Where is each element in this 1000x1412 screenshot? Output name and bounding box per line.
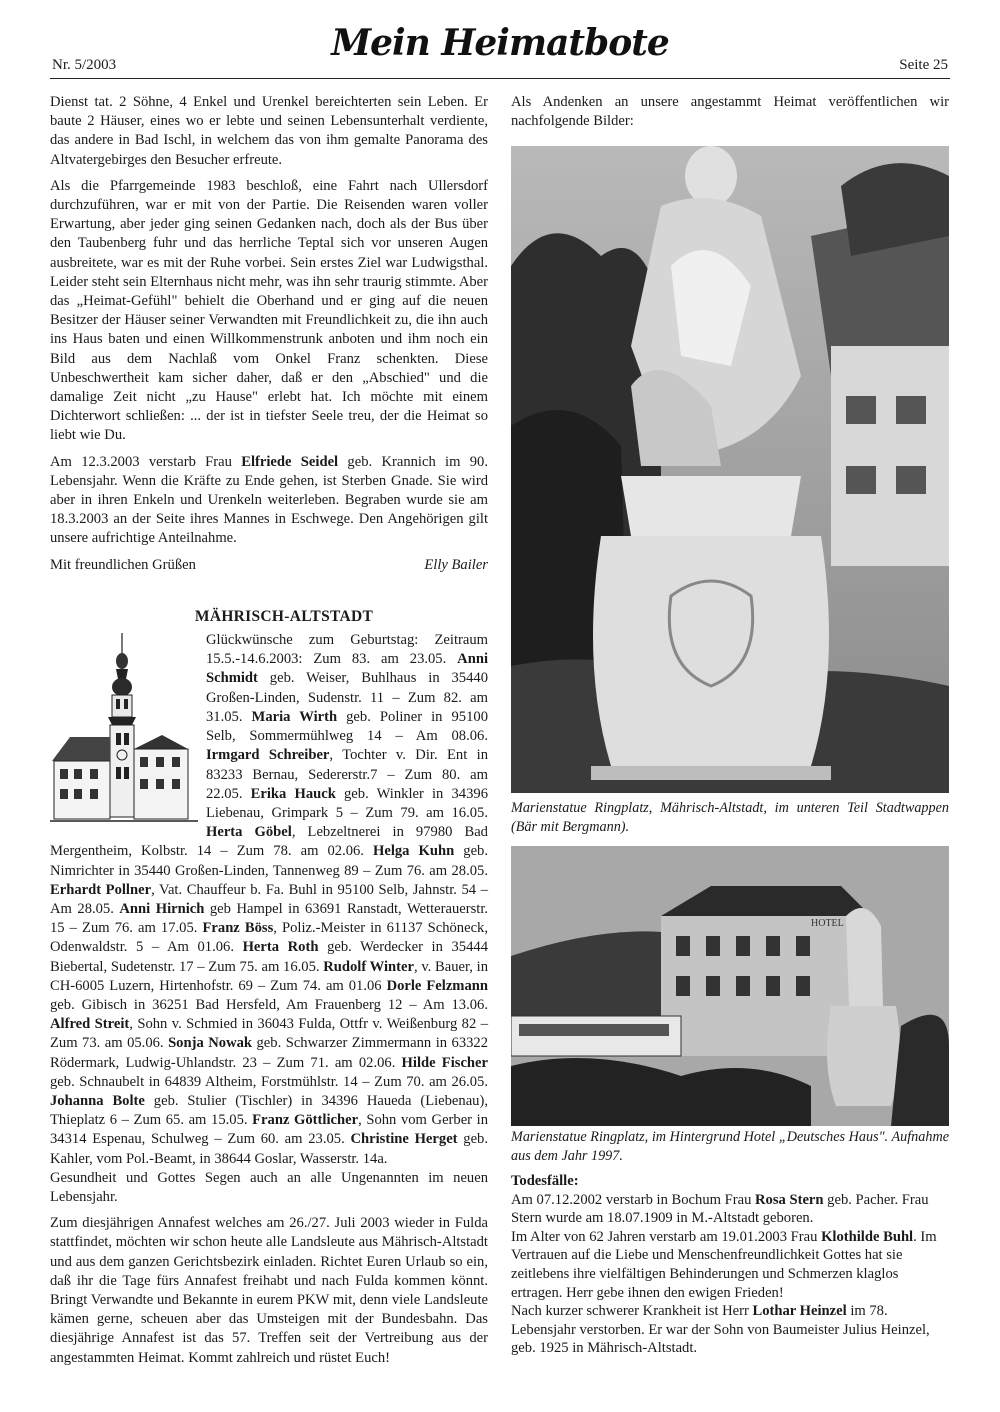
- person-name: Johanna Bolte: [50, 1092, 145, 1109]
- text: , v. Bauer, in CH-6005 Luzern, Hirtenhofstr. 69 – Zum 74. am 01.06: [50, 958, 489, 994]
- author-signature: Elly Bailer: [424, 556, 488, 573]
- person-name: Rosa Stern: [755, 1191, 824, 1208]
- photo-ringplatz-hotel: [511, 846, 949, 1126]
- text: geb. Stulier (Tischler) in 34396 Haueda (Liebenau), Thieplatz 6 – Zum 65. am 15.05.: [50, 1092, 488, 1129]
- person-name: Helga Kuhn: [373, 843, 455, 860]
- text: im 78. Lebensjahr verstorben. Er war der Sohn von Baumeister Julius Heinzel, geb. 1925 in Mährisch-Altstadt.: [511, 1303, 930, 1357]
- person-name: Lothar Heinzel: [752, 1303, 847, 1320]
- person-name: Alfred Streit: [50, 1016, 130, 1033]
- church-tower-illustration: [50, 631, 198, 831]
- person-name: Rudolf Winter: [323, 958, 414, 975]
- paragraph-obituary-part2: Als die Pfarrgemeinde 1983 beschloß, eine Fahrt nach Ullersdorf durchzuführen, war er mit von der Partie. Die Reisenden waren voller Erwartung, aber jeder ging seinen Gedanken nach, doch als der Bus über den Taubenberg fuhr und das herrliche Teptal sich vor unseren Augen ausbreitete, war es mit der Ruhe vorbei. Sein erstes Ziel war Ludwigsthal. Leider steht sein Elternhaus nicht mehr, was ihn sehr traurig stimmte. Aber das „Heimat-Gefühl" behielt die Oberhand und er ging auf die neuen Besitzer der Häuser seiner Verwandten mit Freundlichkeit zu, die ihn auch ins Haus baten und einen Willkommenstrunk anboten und ihm noch ein Bild aus dem Nachlaß vom Onkel Franz schenkten. Diese Unbeschwertheit kam sicher daher, daß er den „Abschied" und die damalige Zeit nicht „zu Hause" erlebt hat. Ich möchte mit einem Dichterwort schließen: ... der ist in tiefster Seele treu, der die Heimat so liebt wie Du.: [50, 177, 488, 444]
- text: Im Alter von 62 Jahren verstarb am 19.01.2003 Frau: [511, 1228, 822, 1245]
- person-name: Elfriede Seidel: [241, 453, 339, 470]
- text: geb. Nimrichter in 35440 Großen-Linden, Tannenweg 89 – Zum 76. am 28.05.: [50, 843, 488, 879]
- text: . Im Vertrauen auf die Liebe und Menschenfreundlichkeit Gottes hat sie zeitlebens ihre vielfältigen Behinderungen und Schmerzen klaglos ertragen. Herr gebe ihnen den ewigen Frieden!: [511, 1228, 937, 1301]
- birthday-list: [50, 631, 488, 1169]
- text: geb. Schnaubelt in 64839 Altheim, Forstmühlstr. 14 – Zum 70. am 26.05.: [50, 1073, 488, 1090]
- header-divider: [50, 78, 950, 79]
- text: Nach kurzer schwerer Krankheit ist Herr: [511, 1303, 753, 1320]
- paragraph-obituary-part1: Dienst tat. 2 Söhne, 4 Enkel und Urenkel bereichterten sein Leben. Er baute 2 Häuser, eines wo er lebte und seinen Lebensunterhalt verdiente, das andere in Bad Ischl, in welchem das von ihm gemalte Panorama des Altvatergebirges den Besucher erfreute.: [50, 94, 488, 168]
- signature-row: [50, 556, 488, 575]
- person-name: Franz Göttlicher: [252, 1112, 359, 1129]
- deaths-heading: Todesfälle:: [511, 1173, 579, 1189]
- text: geb. Poliner in 95100 Selb, Sommermühlweg 14 – Am 08.06.: [206, 708, 488, 745]
- person-name: Irmgard Schreiber: [206, 747, 330, 764]
- text: geb. Weiser, Buhlhaus in 35440 Großen-Linden, Sudenstr. 11 – Zum 82. am 31.05.: [206, 670, 488, 725]
- text: geb. Schwarzer Zimmermann in 63322 Rödermark, Ludwig-Uhlandstr. 23 – Zum 71. am 02.06.: [50, 1035, 489, 1071]
- blessing-text: Gesundheit und Gottes Segen auch an alle Ungenannten im neuen Lebensjahr.: [50, 1169, 488, 1205]
- masthead-title: Mein Heimatbote: [331, 22, 669, 64]
- text: Glückwünsche zum Geburtstag: Zeitraum 15.5.-14.6.2003: Zum 83. am 23.05.: [206, 632, 488, 668]
- text: Am 12.3.2003 verstarb Frau: [50, 453, 242, 470]
- photo2-caption: Marienstatue Ringplatz, im Hintergrund Hotel „Deutsches Haus". Aufnahme aus dem Jahr 1997.: [511, 1129, 949, 1164]
- right-column: [511, 93, 949, 138]
- person-name: Herta Roth: [242, 939, 319, 956]
- left-column: [50, 93, 488, 1375]
- text: geb Hampel in 63691 Ranstadt, Wetterauerstr. 15 – Zum 76. am 17.05.: [50, 900, 489, 937]
- section-title: MÄHRISCH-ALTSTADT: [194, 607, 374, 625]
- text: geb. Krannich im 90. Lebensjahr. Wenn die Kräfte zu Ende gehen, ist Sterben Gnade. Sie wird aber in ihren Enkeln und Urenkeln weiterleben. Begraben wurde sie am 18.3.2003 an der Seite ihres Mannes in Eschwege. Den Angehörigen gilt unsere aufrichtige Anteilnahme.: [50, 453, 488, 547]
- person-name: Maria Wirth: [251, 708, 338, 725]
- greeting: Mit freundlichen Grüßen: [50, 556, 196, 573]
- text: geb. Gibisch in 36251 Bad Hersfeld, Am Frauenberg 12 – Am 13.06.: [50, 996, 488, 1013]
- issue-number: Nr. 5/2003: [52, 57, 117, 73]
- text: , Tochter v. Dir. Ent in 83233 Bernau, Sedererstr.7 – Zum 80. am 22.05.: [206, 747, 488, 802]
- text: geb. Winkler in 34396 Liebenau, Grimpark 5 – Zum 79. am 16.05.: [206, 785, 488, 821]
- text: , Lebzeltnerei in 97980 Bad Mergentheim, Kolbstr. 14 – Zum 78. am 02.06.: [50, 824, 488, 860]
- person-name: Anni Schmidt: [206, 651, 488, 687]
- text: , Sohn vom Gerber in 34314 Espenau, Schulweg – Zum 60. am 23.05.: [50, 1112, 489, 1148]
- person-name: Herta Göbel: [206, 824, 292, 841]
- person-name: Erhardt Pollner: [50, 881, 152, 898]
- text: , Sohn v. Schmied in 36043 Fulda, Ottfr v. Weißenburg 82 – Zum 73. am 05.06.: [50, 1016, 488, 1052]
- person-name: Franz Böss: [202, 920, 274, 937]
- death-notice-stern: [511, 1191, 949, 1228]
- text: , Poliz.-Meister in 61137 Schöneck, Odenwaldstr. 5 – Am 01.06.: [50, 920, 489, 956]
- person-name: Klothilde Buhl: [821, 1228, 914, 1245]
- person-name: Erika Hauck: [250, 785, 336, 802]
- death-notice-heinzel: [511, 1302, 949, 1358]
- paragraph-seidel: [50, 453, 488, 549]
- photos-intro: Als Andenken an unsere angestammt Heimat veröffentlichen wir nachfolgende Bilder:: [511, 94, 949, 130]
- text: geb. Kahler, vom Pol.-Beamt, in 38644 Goslar, Wasserstr. 14a.: [50, 1131, 488, 1167]
- deaths-section: [511, 1172, 949, 1358]
- death-notice-buhl: [511, 1228, 949, 1302]
- person-name: Anni Hirnich: [119, 900, 205, 917]
- hotel-sign: HOTEL: [811, 918, 844, 929]
- photo1-caption: Marienstatue Ringplatz, Mährisch-Altstadt, im unteren Teil Stadtwappen (Bär mit Bergmann).: [511, 800, 949, 835]
- person-name: Sonja Nowak: [168, 1035, 253, 1052]
- photo-marian-statue: [511, 146, 949, 793]
- person-name: Christine Herget: [350, 1131, 458, 1148]
- text: geb. Pacher. Frau Stern wurde am 18.07.1909 in M.-Altstadt geboren.: [511, 1191, 929, 1227]
- page-number: Seite 25: [899, 57, 948, 73]
- text: , Vat. Chauffeur b. Fa. Buhl in 95100 Selb, Jahnstr. 54 – Am 28.05.: [50, 881, 488, 917]
- person-name: Hilde Fischer: [401, 1054, 488, 1071]
- annafest-paragraph: Zum diesjährigen Annafest welches am 26./27. Juli 2003 wieder in Fulda stattfindet, möchten wir schon heute alle Landsleute aus Mährisch-Altstadt und aus dem ganzen Gerichtsbezirk einladen. Richtet Euren Urlaub so ein, daß ihr die Tage fürs Annafest freihabt und nach Fulda kommen könnt. Bringt Verwandte und Bekannte in eurem PKW mit, denn viele Landsleute kämen gerne, scheuen aber das Umsteigen mit der Bundesbahn. Das diesjährige Annafest ist das 57. Treffen seit der Vertreibung aus der angestammten Heimat. Kommt zahlreich und rüstet Euch!: [50, 1215, 488, 1366]
- text: geb. Werdecker in 35444 Biebertal, Sudetenstr. 17 – Zum 75. am 16.05.: [50, 939, 488, 975]
- text: Am 07.12.2002 verstarb in Bochum Frau: [511, 1191, 756, 1208]
- person-name: Dorle Felzmann: [386, 977, 488, 994]
